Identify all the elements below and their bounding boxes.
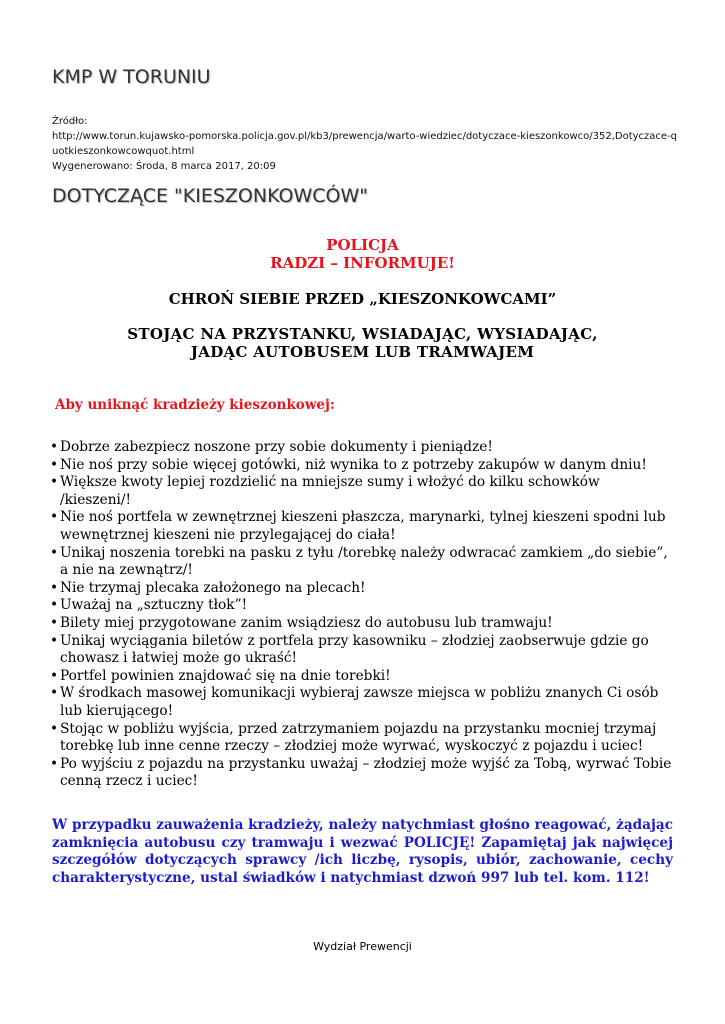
source-url[interactable]: http://www.torun.kujawsko-pomorska.policja.gov.pl/kb3/prewencja/warto-wiedziec/dotyczace-kieszonkowco/352,Dotyczace-quotkieszonkowcowquot.html <box>52 131 678 157</box>
department-footer: Wydział Prewencji <box>313 940 412 953</box>
protect-heading: CHROŃ SIEBIE PRZED „KIESZONKOWCAMI” <box>168 290 557 308</box>
list-item: • Większe kwoty lepiej rozdzielić na mniejsze sumy i włożyć do kilku schowków /kieszeni/! <box>50 474 675 509</box>
generated-date: Wygenerowano: Środa, 8 marca 2017, 20:09 <box>52 161 276 172</box>
list-item: • Nie noś portfela w zewnętrznej kieszeni płaszcza, marynarki, tylnej kieszeni spodni lub wewnętrznej kieszeni nie przylegającej do ciała! <box>50 509 675 544</box>
list-item: • Unikaj wyciągania biletów z portfela przy kasowniku – złodziej zaobserwuje gdzie go chowasz i łatwiej może go ukraść! <box>50 633 675 668</box>
list-item: • Dobrze zabezpiecz noszone przy sobie dokumenty i pieniądze! <box>50 439 675 457</box>
tips-list <box>50 439 675 791</box>
source-meta <box>52 114 682 174</box>
avoid-heading: Aby uniknąć kradzieży kieszonkowej: <box>55 397 335 413</box>
warning-paragraph: W przypadku zauważenia kradzieży, należy natychmiast głośno reagować, żądając zamknięcia autobusu czy tramwaju i wezwać POLICJĘ! Zapamiętaj jak najwięcej szczegółów dotyczących sprawcy /ich liczbę, rysopis, ubiór, zachowanie, cechy charakterystyczne, ustal świadków i natychmiast dzwoń 997 lub tel. kom. 112! <box>52 817 673 886</box>
standing-heading <box>0 325 725 361</box>
list-item: • Po wyjściu z pojazdu na przystanku uważaj – złodziej może wyjść za Tobą, wyrwać Tobie cenną rzecz i uciec! <box>50 756 675 791</box>
list-item: • Unikaj noszenia torebki na pasku z tyłu /torebkę należy odwracać zamkiem „do siebie”, a nie na zewnątrz/! <box>50 545 675 580</box>
list-item: • Portfel powinien znajdować się na dnie torebki! <box>50 668 675 686</box>
list-item: • Nie trzymaj plecaka założonego na plecach! <box>50 580 675 598</box>
article-title: DOTYCZĄCE "KIESZONKOWCÓW" <box>52 185 368 207</box>
police-line-2: RADZI – INFORMUJE! <box>270 254 455 272</box>
list-item: • Bilety miej przygotowane zanim wsiądziesz do autobusu lub tramwaju! <box>50 615 675 633</box>
standing-line-2: JADĄC AUTOBUSEM LUB TRAMWAJEM <box>190 343 535 361</box>
list-item: • Stojąc w pobliżu wyjścia, przed zatrzymaniem pojazdu na przystanku mocniej trzymaj torebkę lub inne cenne rzeczy – złodziej może wyrwać, wyskoczyć z pojazdu i uciec! <box>50 721 675 756</box>
org-title: KMP W TORUNIU <box>52 66 211 88</box>
source-label: Źródło: <box>52 116 88 127</box>
list-item: • Uważaj na „sztuczny tłok”! <box>50 597 675 615</box>
list-item: • W środkach masowej komunikacji wybieraj zawsze miejsca w pobliżu znanych Ci osób lub kierującego! <box>50 685 675 720</box>
list-item: • Nie noś przy sobie więcej gotówki, niż wynika to z potrzeby zakupów w danym dniu! <box>50 457 675 475</box>
police-line-1: POLICJA <box>326 236 399 254</box>
standing-line-1: STOJĄC NA PRZYSTANKU, WSIADAJĄC, WYSIADAJĄC, <box>127 325 598 343</box>
police-heading <box>0 236 725 272</box>
